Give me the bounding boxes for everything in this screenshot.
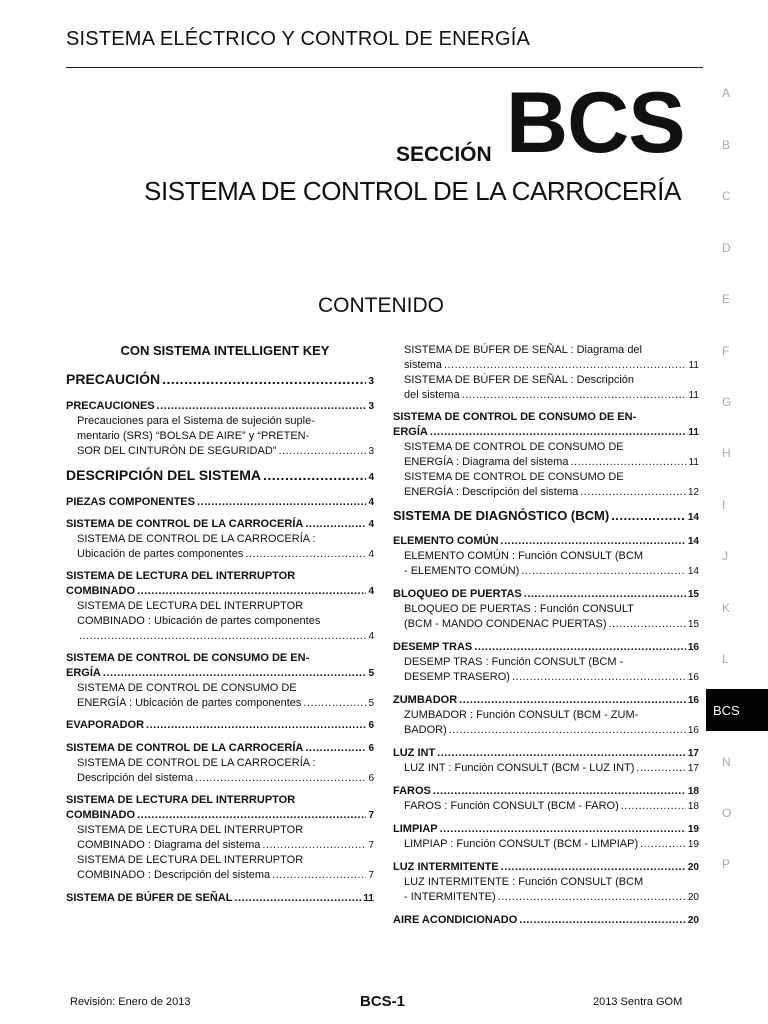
toc-entry-text: Precauciones para el Sistema de sujeción suple- xyxy=(77,415,315,427)
dot-leader xyxy=(474,640,686,655)
toc-page-number: 4 xyxy=(368,549,374,560)
toc-entry-text: PRECAUCIONES xyxy=(66,400,155,412)
toc-page-number: 4 xyxy=(368,586,374,597)
toc-entry-text: EVAPORADOR xyxy=(66,719,145,731)
toc-entry[interactable] xyxy=(393,837,699,852)
toc-entry[interactable] xyxy=(393,587,699,602)
toc-page-number: 11 xyxy=(688,390,699,401)
toc-entry-text: SISTEMA DE CONTROL DE CONSUMO DE xyxy=(404,441,624,453)
dot-leader xyxy=(524,587,686,602)
toc-entry-text: LIMPIAP xyxy=(393,823,438,835)
toc-entry-text: ZUMBADOR : Función CONSULT (BCM - ZUM- xyxy=(404,709,639,721)
side-tab-i[interactable]: I xyxy=(722,498,726,512)
toc-entry[interactable] xyxy=(393,602,699,632)
toc-entry[interactable] xyxy=(66,853,374,883)
toc-entry[interactable] xyxy=(393,373,699,403)
toc-entry[interactable] xyxy=(393,799,699,814)
dot-leader xyxy=(636,761,685,776)
toc-entry[interactable] xyxy=(393,761,699,776)
dot-leader xyxy=(197,495,366,510)
toc-entry-text: - INTERMITENTE) xyxy=(404,891,496,903)
toc-page-number: 7 xyxy=(368,870,374,881)
side-tab-k[interactable]: K xyxy=(722,601,731,615)
toc-page-number: 17 xyxy=(687,748,699,759)
dot-leader xyxy=(580,485,686,500)
toc-entry-text: FAROS : Función CONSULT (BCM - FARO) xyxy=(404,800,619,812)
toc-entry-text: (BCM - MANDO CONDENAC PUERTAS) xyxy=(404,618,607,630)
toc-page-number: 15 xyxy=(687,589,699,600)
toc-entry-text: SISTEMA DE CONTROL DE LA CARROCERÍA : xyxy=(77,533,316,545)
toc-entry-text: SISTEMA DE CONTROL DE LA CARROCERÍA xyxy=(66,742,304,754)
toc-entry[interactable] xyxy=(393,343,699,373)
toc-page-number: 18 xyxy=(687,786,699,797)
toc-page-number: 16 xyxy=(687,695,699,706)
toc-entry-text: DESEMP TRASERO) xyxy=(404,671,510,683)
toc-entry-text: SISTEMA DE CONTROL DE CONSUMO DE xyxy=(404,471,624,483)
dot-leader xyxy=(79,629,366,644)
toc-entry-text: DESCRIPCIÓN DEL SISTEMA xyxy=(66,467,261,483)
toc-entry[interactable] xyxy=(393,440,699,470)
dot-leader xyxy=(137,808,366,823)
toc-page-number: 4 xyxy=(368,631,374,642)
dot-leader xyxy=(462,388,687,403)
dot-leader xyxy=(521,564,686,579)
side-tab-l[interactable]: L xyxy=(722,652,729,666)
dot-leader xyxy=(498,890,686,905)
toc-entry-text: PRECAUCIÓN xyxy=(66,371,161,387)
toc-entry[interactable] xyxy=(66,569,374,599)
toc-entry-text: mentario (SRS) “BOLSA DE AIRE” y “PRETEN- xyxy=(77,430,310,442)
section-code: BCS xyxy=(506,75,685,171)
toc-entry[interactable] xyxy=(393,655,699,685)
toc-entry-text: SISTEMA DE LECTURA DEL INTERRUPTOR xyxy=(77,600,304,612)
toc-page-number: 16 xyxy=(687,672,699,683)
contents-title: CONTENIDO xyxy=(318,294,444,317)
toc-entry-text: ENERGÍA : Descripción del sistema xyxy=(404,486,579,498)
footer-revision: Revisión: Enero de 2013 xyxy=(70,996,191,1008)
toc-entry[interactable] xyxy=(393,875,699,905)
toc-entry-text: LUZ INTERMITENTE : Función CONSULT (BCM xyxy=(404,876,644,888)
dot-leader xyxy=(611,508,686,524)
toc-entry[interactable] xyxy=(66,370,374,391)
toc-page-number: 6 xyxy=(368,743,374,754)
toc-entry-text: LUZ INTERMITENTE xyxy=(393,861,499,873)
toc-entry-text: SOR DEL CINTURÓN DE SEGURIDAD” xyxy=(77,445,277,457)
toc-page-number: 5 xyxy=(368,698,374,709)
toc-entry[interactable] xyxy=(393,549,699,579)
toc-entry[interactable] xyxy=(66,756,374,786)
toc-entry-text: Ubicación de partes componentes xyxy=(77,548,244,560)
toc-entry[interactable] xyxy=(393,822,699,837)
toc-entry[interactable] xyxy=(66,651,374,681)
dot-leader xyxy=(195,771,366,786)
dot-leader xyxy=(157,399,367,414)
toc-entry[interactable] xyxy=(66,681,374,711)
dot-leader xyxy=(305,517,366,532)
toc-entry-text: BLOQUEO DE PUERTAS : Función CONSULT xyxy=(404,603,634,615)
dot-leader xyxy=(262,838,366,853)
toc-entry-text: SISTEMA DE LECTURA DEL INTERRUPTOR xyxy=(66,570,296,582)
toc-page-number: 4 xyxy=(368,519,374,530)
toc-entry-text: DESEMP TRAS : Función CONSULT (BCM - xyxy=(404,656,624,668)
toc-page-number: 18 xyxy=(687,801,699,812)
toc-entry-text: SISTEMA DE LECTURA DEL INTERRUPTOR xyxy=(77,854,304,866)
toc-entry-text: SISTEMA DE CONTROL DE CONSUMO DE xyxy=(77,682,297,694)
dot-leader xyxy=(570,455,686,470)
toc-entry[interactable] xyxy=(393,860,699,875)
toc-entry[interactable] xyxy=(66,399,374,414)
toc-entry-text: LUZ INT xyxy=(393,747,436,759)
toc-entry-text: COMBINADO : Diagrama del sistema xyxy=(77,839,261,851)
dot-leader xyxy=(305,741,366,756)
toc-entry-text: COMBINADO : Descripción del sistema xyxy=(77,869,271,881)
dot-leader xyxy=(146,718,366,733)
toc-entry-text: SISTEMA DE CONTROL DE LA CARROCERÍA xyxy=(66,518,304,530)
side-tab-active-bcs[interactable]: BCS xyxy=(706,689,768,731)
toc-entry[interactable] xyxy=(393,410,699,440)
side-tab-f[interactable]: F xyxy=(722,344,730,358)
toc-page-number: 16 xyxy=(687,725,699,736)
toc-group-heading: CON SISTEMA INTELLIGENT KEY xyxy=(120,343,330,358)
toc-entry-text: - ELEMENTO COMÚN) xyxy=(404,565,520,577)
toc-entry-text: SISTEMA DE LECTURA DEL INTERRUPTOR xyxy=(66,794,296,806)
side-index-tabs xyxy=(706,0,768,1024)
dot-leader xyxy=(430,425,687,440)
toc-entry[interactable] xyxy=(66,495,374,510)
toc-entry-text: SISTEMA DE CONTROL DE LA CARROCERÍA : xyxy=(77,757,316,769)
toc-entry-text: AIRE ACONDICIONADO xyxy=(393,914,518,926)
dot-leader xyxy=(519,913,686,928)
toc-entry-text: del sistema xyxy=(404,389,460,401)
dot-leader xyxy=(459,693,686,708)
toc-entry-text: SISTEMA DE DIAGNÓSTICO (BCM) xyxy=(393,508,610,523)
dot-leader xyxy=(512,670,686,685)
dot-leader xyxy=(103,666,367,681)
toc-entry-text: BADOR) xyxy=(404,724,447,736)
section-label: SECCIÓN xyxy=(396,143,492,166)
toc-entry[interactable] xyxy=(66,823,374,853)
toc-page-number: 12 xyxy=(687,487,699,498)
dot-leader xyxy=(444,358,687,373)
side-tab-p[interactable]: P xyxy=(722,857,731,871)
toc-page-number: 14 xyxy=(687,536,699,547)
toc-page-number: 3 xyxy=(368,401,374,412)
dot-leader xyxy=(245,547,366,562)
toc-entry-text: Descripción del sistema xyxy=(77,772,194,784)
toc-entry[interactable] xyxy=(66,599,374,644)
dot-leader xyxy=(263,466,366,484)
toc-entry-text: SISTEMA DE BÚFER DE SEÑAL : Diagrama del xyxy=(404,344,642,356)
toc-entry[interactable] xyxy=(393,708,699,738)
toc-entry[interactable] xyxy=(66,793,374,823)
toc-entry[interactable] xyxy=(393,470,699,500)
toc-entry[interactable] xyxy=(66,891,374,906)
side-tab-a[interactable]: A xyxy=(722,86,731,100)
toc-entry[interactable] xyxy=(393,913,699,928)
toc-entry-text: ELEMENTO COMÚN xyxy=(393,535,499,547)
dot-leader xyxy=(501,860,686,875)
toc-page-number: 11 xyxy=(688,427,699,438)
dot-leader xyxy=(440,822,686,837)
toc-page-number: 11 xyxy=(688,360,699,371)
toc-page-number: 11 xyxy=(363,893,374,904)
dot-leader xyxy=(621,799,686,814)
toc-page-number: 5 xyxy=(368,668,374,679)
toc-page-number: 7 xyxy=(368,840,374,851)
toc-entry[interactable] xyxy=(66,532,374,562)
toc-page-number: 14 xyxy=(687,512,699,523)
toc-entry-text: COMBINADO xyxy=(66,809,136,821)
toc-page-number: 4 xyxy=(368,497,374,508)
side-tab-o[interactable]: O xyxy=(722,806,732,820)
toc-entry-text: ENERGÍA : Diagrama del sistema xyxy=(404,456,569,468)
toc-entry-text: BLOQUEO DE PUERTAS xyxy=(393,588,522,600)
dot-leader xyxy=(278,444,366,459)
toc-page-number: 3 xyxy=(368,376,374,387)
side-tab-d[interactable]: D xyxy=(722,241,731,255)
dot-leader xyxy=(501,534,686,549)
toc-entry-text: SISTEMA DE CONTROL DE CONSUMO DE EN- xyxy=(393,411,637,423)
toc-entry-text: DESEMP TRAS xyxy=(393,641,473,653)
toc-entry-text: ERGÍA xyxy=(66,667,101,679)
side-tab-c[interactable]: C xyxy=(722,189,731,203)
toc-entry[interactable] xyxy=(66,718,374,733)
toc-entry-text: ZUMBADOR xyxy=(393,694,458,706)
toc-entry-text: PIEZAS COMPONENTES xyxy=(66,496,195,508)
footer-model: 2013 Sentra GOM xyxy=(593,996,683,1008)
toc-entry-text: SISTEMA DE CONTROL DE CONSUMO DE EN- xyxy=(66,652,310,664)
toc-entry[interactable] xyxy=(66,414,374,459)
toc-page-number: 7 xyxy=(368,810,374,821)
toc-entry-text: sistema xyxy=(404,359,442,371)
toc-entry-text: ELEMENTO COMÚN : Función CONSULT (BCM xyxy=(404,550,643,562)
side-tab-j[interactable]: J xyxy=(722,549,728,563)
dot-leader xyxy=(137,584,366,599)
toc-page-number: 15 xyxy=(687,619,699,630)
toc-entry[interactable] xyxy=(66,517,374,532)
section-name: SISTEMA DE CONTROL DE LA CARROCERÍA xyxy=(144,176,681,206)
dot-leader xyxy=(437,746,686,761)
header-divider xyxy=(66,67,703,68)
toc-entry[interactable] xyxy=(66,466,374,487)
toc-page-number: 6 xyxy=(368,720,374,731)
toc-entry-text: LIMPIAP : Función CONSULT (BCM - LIMPIAP) xyxy=(404,838,639,850)
toc-page-number: 4 xyxy=(368,472,374,483)
toc-entry-text: COMBINADO xyxy=(66,585,136,597)
toc-page-number: 14 xyxy=(687,566,699,577)
side-tab-h[interactable]: H xyxy=(722,446,731,460)
toc-entry[interactable] xyxy=(393,534,699,549)
toc-entry[interactable] xyxy=(66,741,374,756)
toc-page-number: 19 xyxy=(687,839,699,850)
toc-page-number: 16 xyxy=(687,642,699,653)
dot-leader xyxy=(449,723,686,738)
toc-entry-text: COMBINADO : Ubicación de partes componentes xyxy=(77,615,321,627)
side-tab-n[interactable]: N xyxy=(722,755,731,769)
toc-entry-text: LUZ INT : Función CONSULT (BCM - LUZ INT) xyxy=(404,762,635,774)
toc-entry[interactable] xyxy=(393,508,699,526)
dot-leader xyxy=(303,696,366,711)
toc-page-number: 20 xyxy=(687,915,699,926)
toc-page-number: 20 xyxy=(687,862,699,873)
toc-entry-text: SISTEMA DE BÚFER DE SEÑAL xyxy=(66,892,233,904)
dot-leader xyxy=(609,617,686,632)
toc-entry-text: FAROS xyxy=(393,785,431,797)
toc-page-number: 17 xyxy=(687,763,699,774)
toc-entry[interactable] xyxy=(393,746,699,761)
toc-page-number: 6 xyxy=(368,773,374,784)
toc-entry-text: SISTEMA DE LECTURA DEL INTERRUPTOR xyxy=(77,824,304,836)
toc-page-number: 19 xyxy=(687,824,699,835)
chapter-title: SISTEMA ELÉCTRICO Y CONTROL DE ENERGÍA xyxy=(66,28,530,50)
toc-page-number: 20 xyxy=(687,892,699,903)
toc-entry-text: ERGÍA xyxy=(393,426,428,438)
dot-leader xyxy=(162,370,366,388)
dot-leader xyxy=(433,784,686,799)
dot-leader xyxy=(234,891,361,906)
side-tab-g[interactable]: G xyxy=(722,395,732,409)
side-tab-e[interactable]: E xyxy=(722,292,731,306)
toc-page-number: 11 xyxy=(688,457,699,468)
dot-leader xyxy=(272,868,366,883)
side-tab-b[interactable]: B xyxy=(722,138,731,152)
toc-entry[interactable] xyxy=(393,640,699,655)
toc-right-column xyxy=(393,343,699,928)
toc-left-column xyxy=(66,343,374,906)
toc-entry-text: SISTEMA DE BÚFER DE SEÑAL : Descripción xyxy=(404,374,635,386)
footer-page-number: BCS-1 xyxy=(360,993,406,1010)
toc-page-number: 3 xyxy=(368,446,374,457)
dot-leader xyxy=(640,837,686,852)
toc-entry[interactable] xyxy=(393,784,699,799)
toc-entry[interactable] xyxy=(393,693,699,708)
toc-entry-text: ENERGÍA : Ubicación de partes componentes xyxy=(77,697,302,709)
